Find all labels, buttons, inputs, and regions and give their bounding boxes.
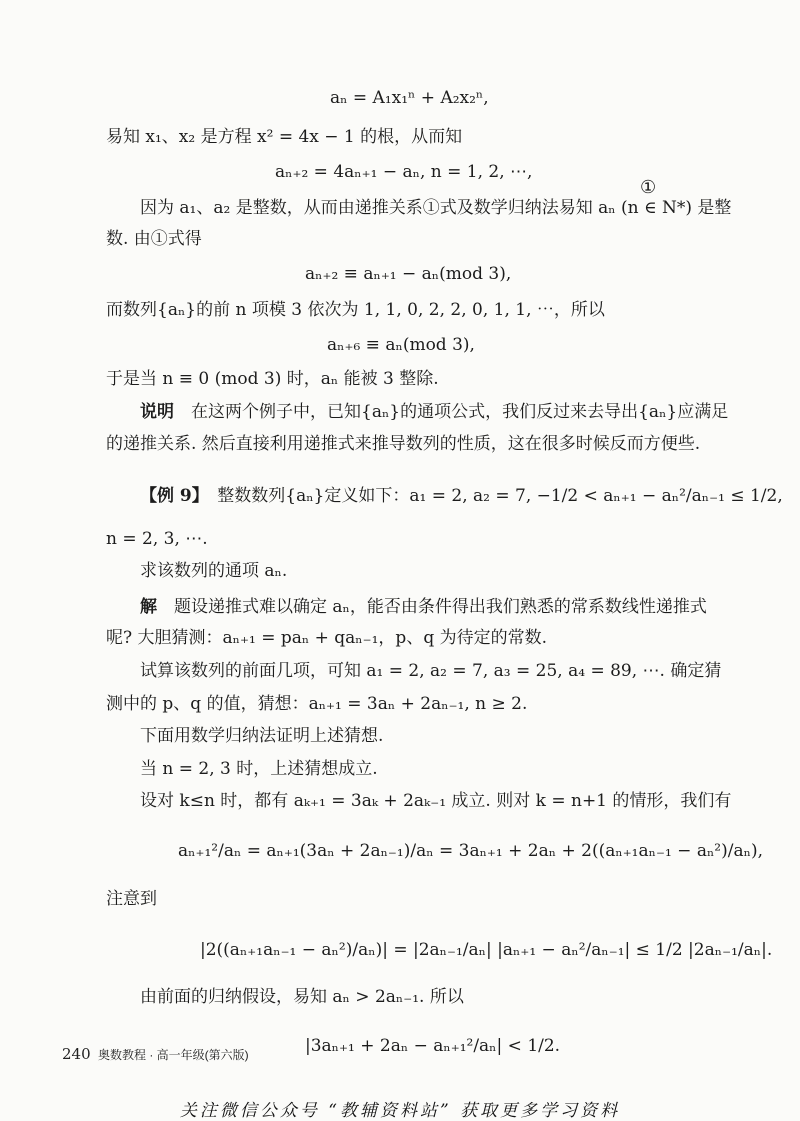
text-line: 设对 k≤n 时，都有 aₖ₊₁ = 3aₖ + 2aₖ₋₁ 成立. 则对 k = n+1 的情形，我们有 [140,791,732,811]
text-line: n = 2, 3, ⋯. [106,529,208,549]
book-title: 奥数教程 · 高一年级(第六版) [97,1048,249,1062]
text-line: 求该数列的通项 aₙ. [140,561,288,581]
equation-number: ① [640,177,657,198]
text-line: 试算该数列的前面几项，可知 a₁ = 2, a₂ = 7, a₃ = 25, a₄ = 89, ⋯. 确定猜 [140,661,722,681]
heading-label: 【例 9】 [140,486,201,506]
text-line: 的递推关系. 然后直接利用递推式来推导数列的性质，这在很多时候反而方便些. [106,434,701,454]
text-line: aₙ₊₂ ≡ aₙ₊₁ − aₙ(mod 3), [305,264,512,284]
text-line: 说明 在这两个例子中，已知{aₙ}的通项公式，我们反过来去导出{aₙ}应满足 [140,402,729,422]
text-line: 由前面的归纳假设，易知 aₙ > 2aₙ₋₁. 所以 [140,987,464,1007]
text-line: 呢? 大胆猜测：aₙ₊₁ = paₙ + qaₙ₋₁，p、q 为待定的常数. [106,628,548,648]
text-line: aₙ₊₆ ≡ aₙ(mod 3), [327,335,475,355]
text-line: aₙ₊₂ = 4aₙ₊₁ − aₙ, n = 1, 2, ⋯, [275,162,533,182]
text-line: 测中的 p、q 的值，猜想：aₙ₊₁ = 3aₙ + 2aₙ₋₁, n ≥ 2. [106,694,528,714]
text-line: 解 题设递推式难以确定 aₙ，能否由条件得出我们熟悉的常系数线性递推式 [140,597,707,617]
text-line: |2((aₙ₊₁aₙ₋₁ − aₙ²)/aₙ)| = |2aₙ₋₁/aₙ| |aₙ₊₁ − aₙ²/aₙ₋₁| ≤ 1/2 |2aₙ₋₁/aₙ|. [200,940,773,960]
text-line: 注意到 [106,889,157,909]
page-number: 240 [62,1045,91,1063]
text-line: 于是当 n ≡ 0 (mod 3) 时，aₙ 能被 3 整除. [106,369,439,389]
page-footer [62,1045,249,1063]
text-line: 而数列{aₙ}的前 n 项模 3 依次为 1, 1, 0, 2, 2, 0, 1, 1, ⋯，所以 [106,300,605,320]
text-line: 【例 9】 整数数列{aₙ}定义如下：a₁ = 2, a₂ = 7, −1/2 < aₙ₊₁ − aₙ²/aₙ₋₁ ≤ 1/2, [140,486,783,506]
text-line: aₙ = A₁x₁ⁿ + A₂x₂ⁿ, [330,88,489,108]
text-line: 当 n = 2, 3 时，上述猜想成立. [140,759,378,779]
text-line: aₙ₊₁²/aₙ = aₙ₊₁(3aₙ + 2aₙ₋₁)/aₙ = 3aₙ₊₁ + 2aₙ + 2((aₙ₊₁aₙ₋₁ − aₙ²)/aₙ), [178,841,764,861]
text-line: 数. 由①式得 [106,229,202,249]
text-line: 易知 x₁、x₂ 是方程 x² = 4x − 1 的根，从而知 [106,127,463,147]
text-line: 因为 a₁、a₂ 是整数，从而由递推关系①式及数学归纳法易知 aₙ (n ∈ N*) 是整 [140,198,732,218]
heading-label: 说明 [140,402,174,422]
text-line: |3aₙ₊₁ + 2aₙ − aₙ₊₁²/aₙ| < 1/2. [305,1036,561,1056]
text-line: 下面用数学归纳法证明上述猜想. [140,726,384,746]
watermark-text: 关注微信公众号 “教辅资料站” 获取更多学习资料 [179,1101,621,1121]
heading-label: 解 [140,597,157,617]
